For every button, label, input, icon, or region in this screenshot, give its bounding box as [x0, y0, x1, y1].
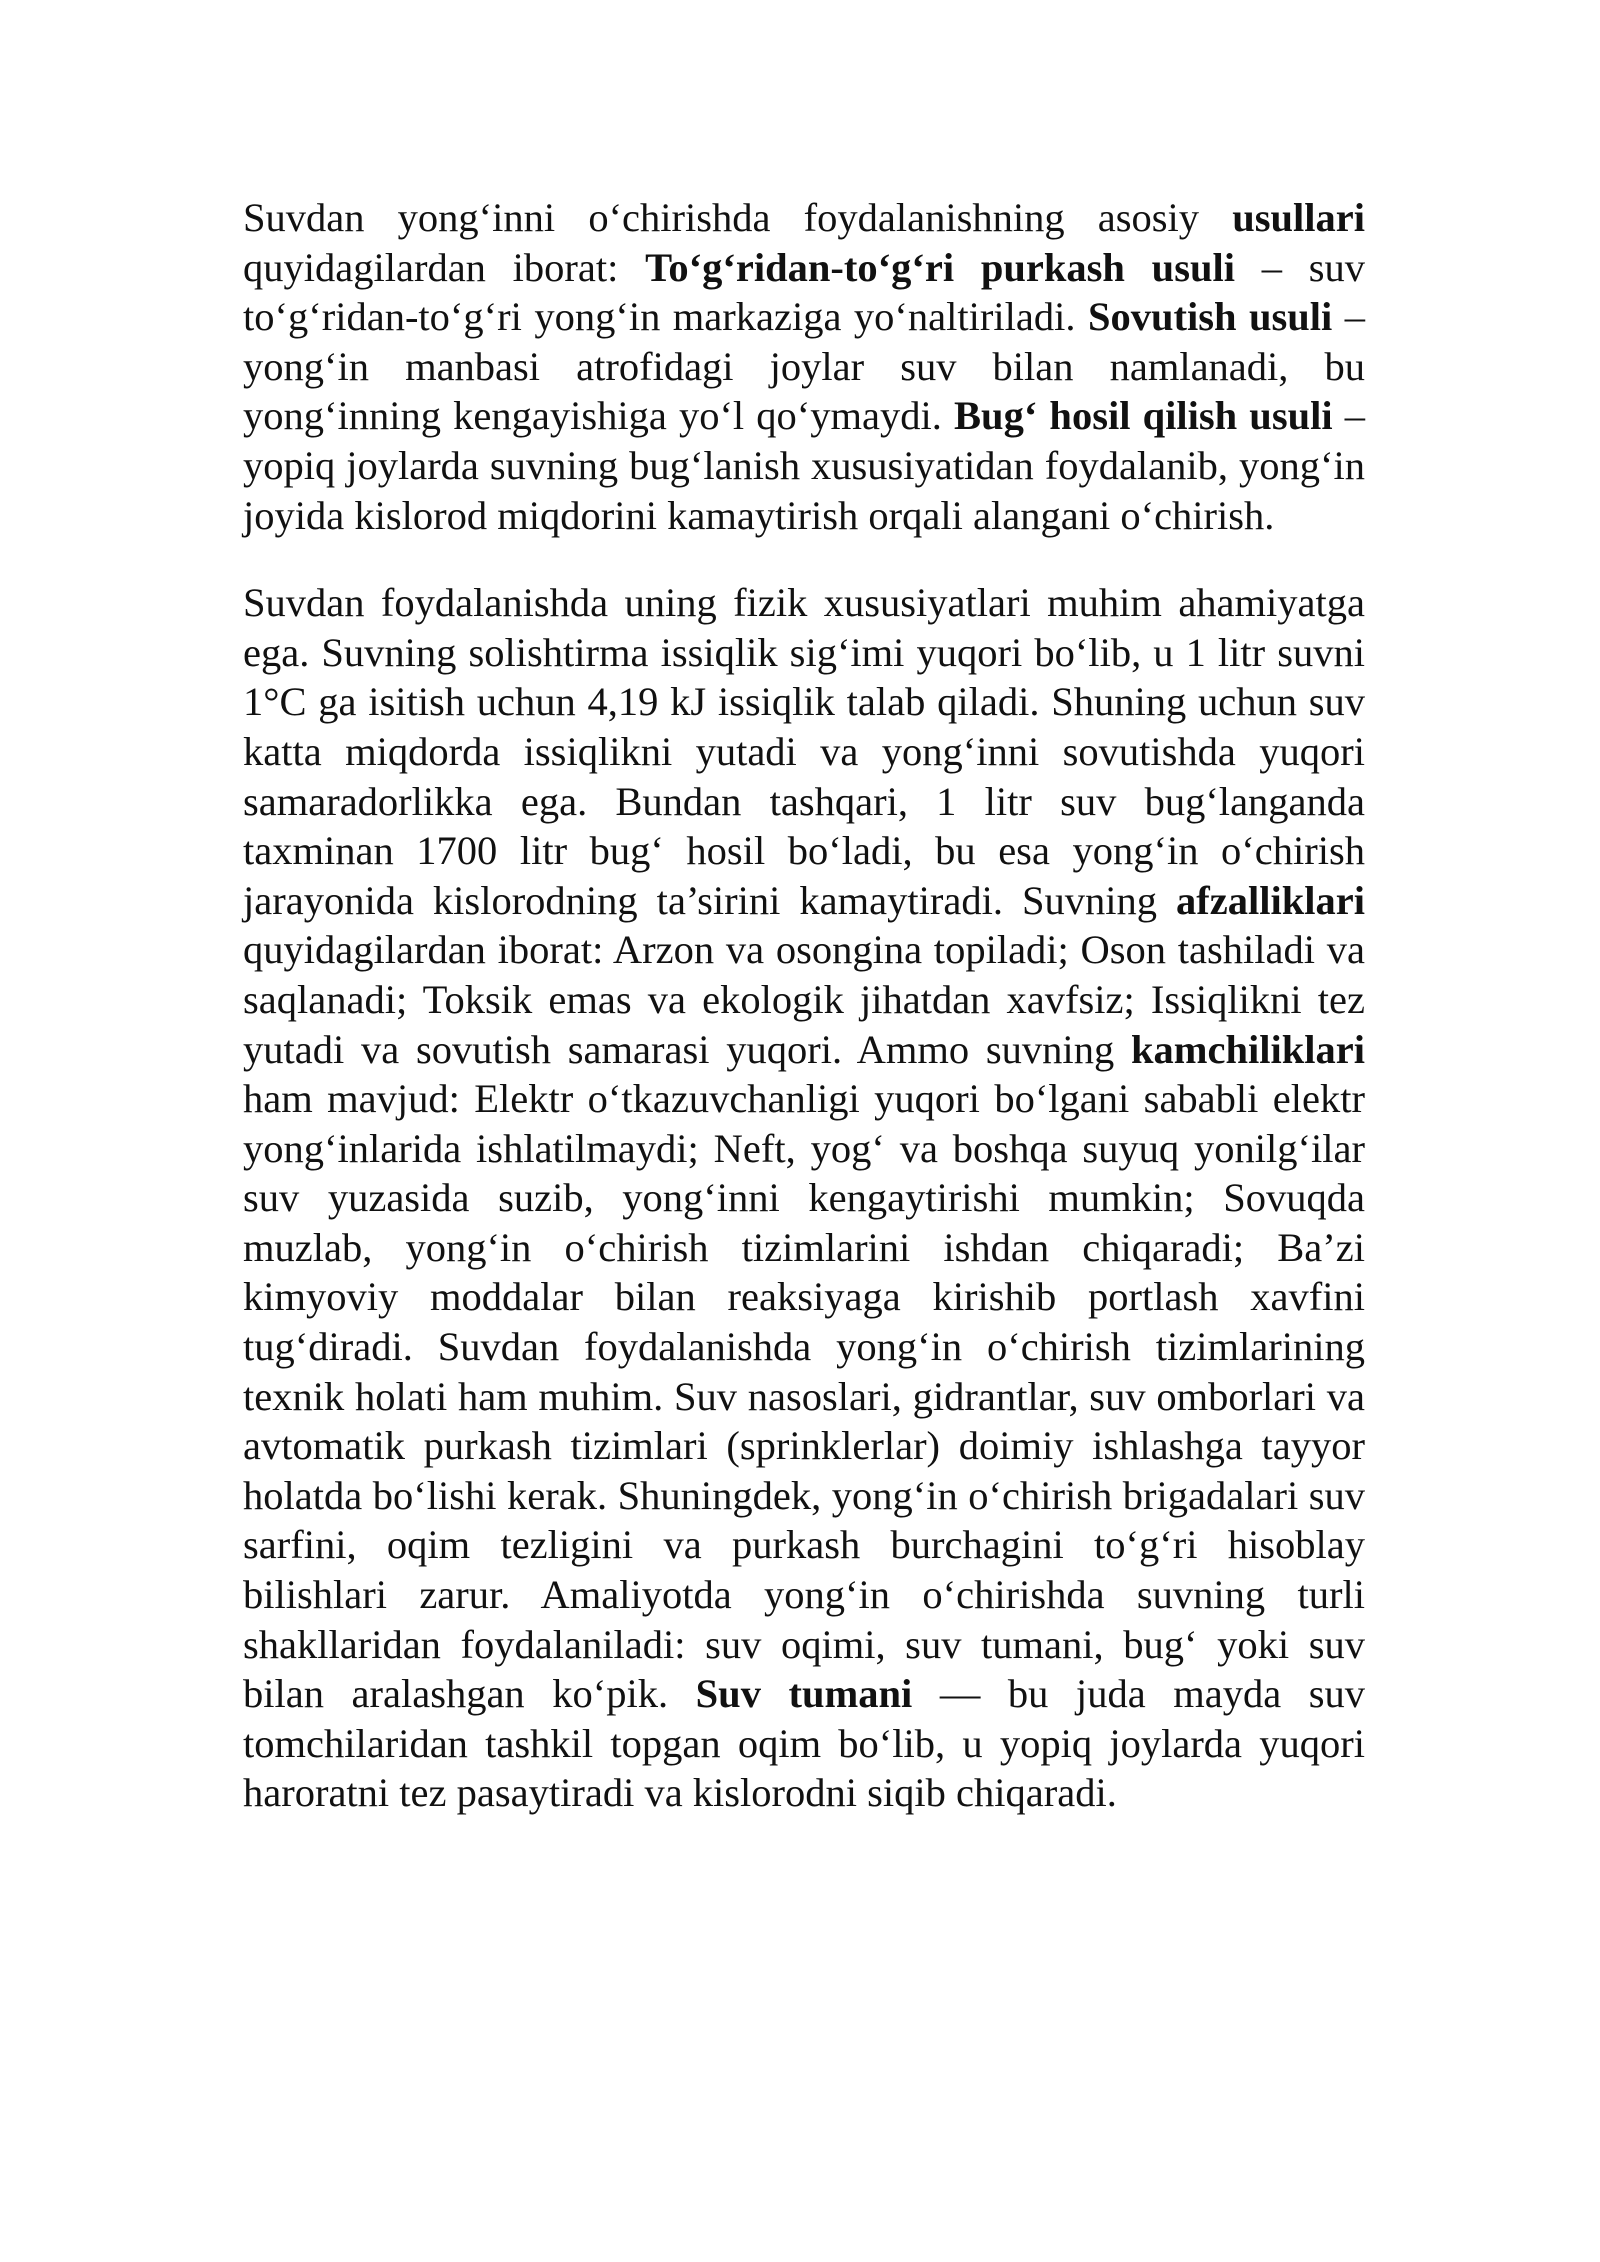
- text-run: Suvdan yong‘inni o‘chirishda foydalanishning asosiy: [243, 195, 1233, 240]
- document-body: [243, 193, 1365, 1818]
- text-run: — bu juda mayda suv tomchilaridan tashkil topgan oqim bo‘lib, u yopiq joylarda yuqori haroratni tez pasaytiradi va kislorodni siqib chiqaradi.: [243, 1671, 1365, 1816]
- text-run: quyidagilardan iborat: Arzon va osongina topiladi; Oson tashiladi va saqlanadi; Toksik emas va ekologik jihatdan xavfsiz; Issiqlikni tez yutadi va sovutish samarasi yuqori. Ammo suvning: [243, 927, 1365, 1072]
- paragraph-properties: [243, 578, 1365, 1818]
- text-run: ham mavjud: Elektr o‘tkazuvchanligi yuqori bo‘lgani sababli elektr yong‘inlarida ishlatilmaydi; Neft, yog‘ va boshqa suyuq yonilg‘ilar suv yuzasida suzib, yong‘inni kengaytirishi mumkin; Sovuqda muzlab, yong‘in o‘chirish tizimlarini ishdan chiqaradi; Ba’zi kimyoviy moddalar bilan reaksiyaga kirishib portlash xavfini tug‘diradi. Suvdan foydalanishda yong‘in o‘chirish tizimlarining texnik holati ham muhim. Suv nasoslari, gidrantlar, suv omborlari va avtomatik purkash tizimlari (sprinklerlar) doimiy ishlashga tayyor holatda bo‘lishi kerak. Shuningdek, yong‘in o‘chirish brigadalari suv sarfini, oqim tezligini va purkash burchagini to‘g‘ri hisoblay bilishlari zarur. Amaliyotda yong‘in o‘chirishda suvning turli shakllaridan foydalaniladi: suv oqimi, suv tumani, bug‘ yoki suv bilan aralashgan ko‘pik.: [243, 1076, 1365, 1717]
- bold-term-methods: usullari: [1232, 195, 1365, 240]
- bold-term-disadvantages: kamchiliklari: [1130, 1026, 1365, 1072]
- text-run: – yong‘in manbasi atrofidagi joylar suv bilan namlanadi, bu yong‘inning kengayishiga yo‘l qo‘ymaydi.: [243, 294, 1366, 439]
- paragraph-methods: [243, 193, 1365, 540]
- text-run: Suvdan foydalanishda uning fizik xususiyatlari muhim ahamiyatga ega. Suvning solishtirma issiqlik sig‘imi yuqori bo‘lib, u 1 litr suvni 1°C ga isitish uchun 4,19 kJ issiqlik talab qiladi. Shuning uchun suv katta miqdorda issiqlikni yutadi va yong‘inni sovutishda yuqori samaradorlikka ega. Bundan tashqari, 1 litr suv bug‘langanda taxminan 1700 litr bug‘ hosil bo‘ladi, bu esa yong‘in o‘chirish jarayonida kislorodning ta’sirini kamaytiradi. Suvning: [243, 580, 1365, 923]
- bold-term-direct-spray: To‘g‘ridan-to‘g‘ri purkash usuli: [645, 244, 1235, 290]
- text-run: quyidagilardan iborat:: [243, 244, 646, 290]
- bold-term-advantages: afzalliklari: [1176, 877, 1365, 923]
- bold-term-water-mist: Suv tumani: [695, 1671, 913, 1717]
- bold-term-cooling: Sovutish usuli: [1087, 294, 1333, 340]
- text-run: – yopiq joylarda suvning bug‘lanish xususiyatidan foydalanib, yong‘in joyida kislorod miqdorini kamaytirish orqali alangani o‘chirish.: [243, 393, 1366, 538]
- text-run: – suv to‘g‘ridan-to‘g‘ri yong‘in markaziga yo‘naltiriladi.: [243, 244, 1366, 340]
- bold-term-steam: Bug‘ hosil qilish usuli: [954, 393, 1333, 439]
